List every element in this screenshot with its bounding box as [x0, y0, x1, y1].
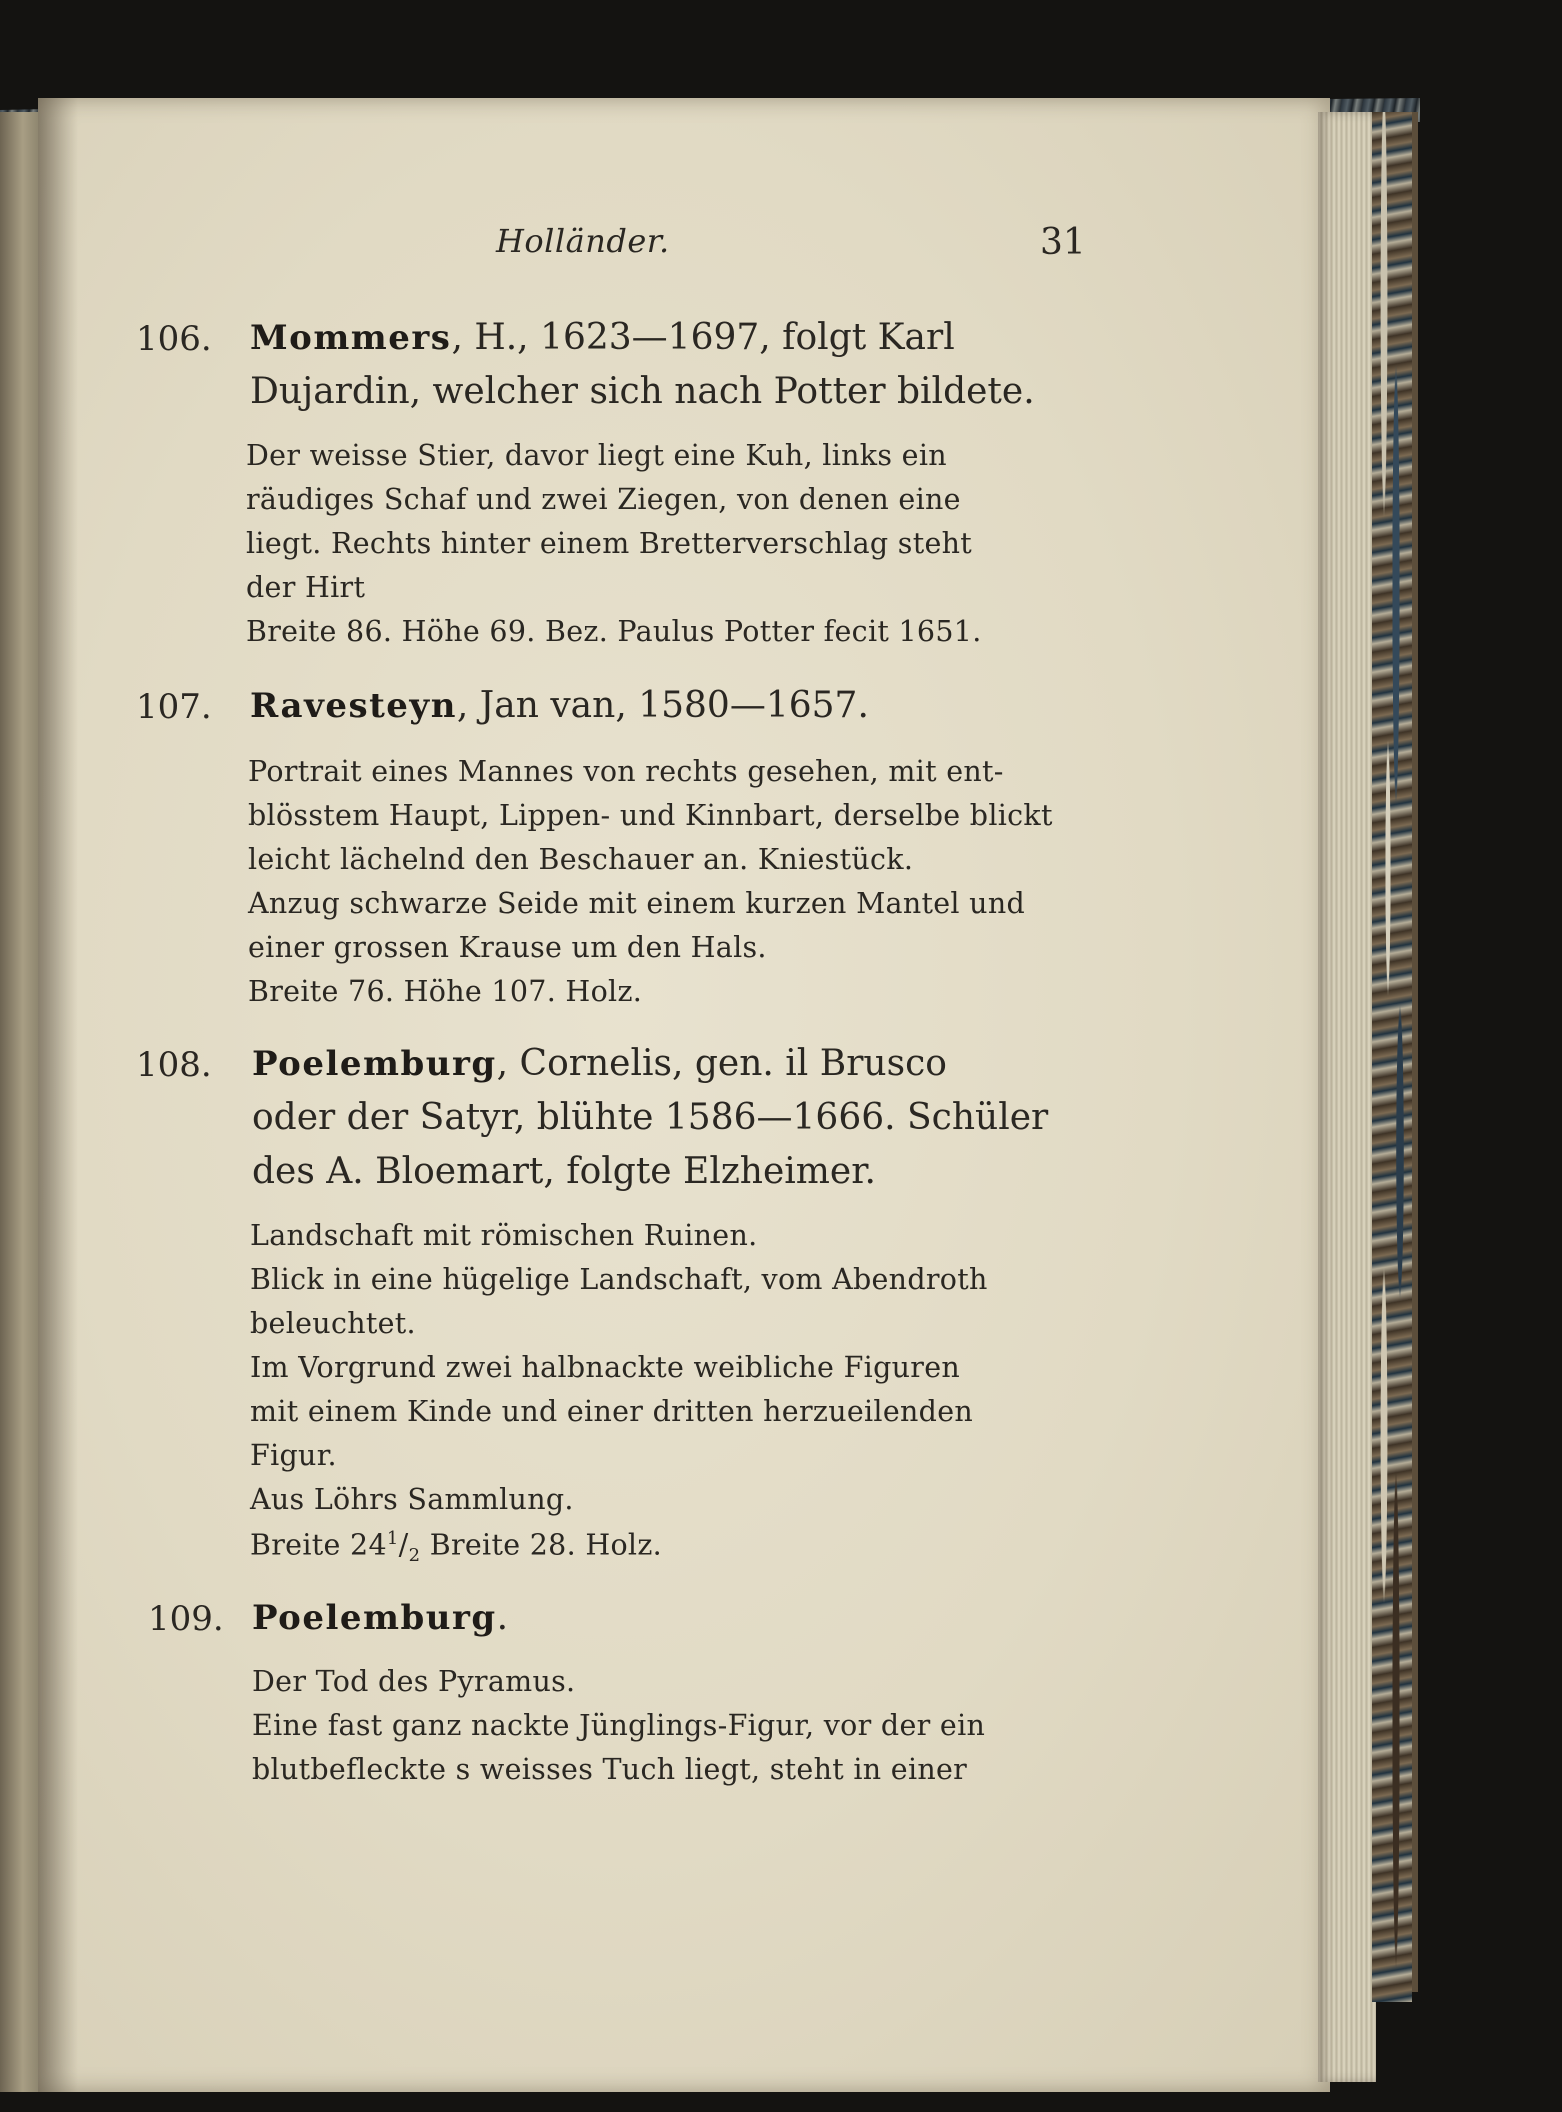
entry-body-line: mit einem Kinde und einer dritten herzueilenden — [250, 1395, 974, 1428]
entry-dimensions: Breite 86. Höhe 69. Bez. Paulus Potter fecit 1651. — [246, 615, 982, 648]
entry-body-line: Portrait eines Mannes von rechts gesehen, mit ent- — [248, 755, 1004, 788]
entry-number: 107. — [136, 687, 212, 727]
dims-suffix: Breite 28. Holz. — [420, 1528, 663, 1562]
entry-dimensions: Breite 76. Höhe 107. Holz. — [248, 975, 643, 1008]
entry-heading — [250, 685, 869, 726]
entry-heading-cont: oder der Satyr, blühte 1586—1666. Schüler — [252, 1097, 1049, 1138]
entry-heading — [250, 317, 955, 358]
fraction-numerator: 1 — [386, 1528, 399, 1549]
artist-name: Ravesteyn — [250, 686, 457, 726]
entry-heading-rest: . — [496, 1597, 509, 1638]
entry-number: 109. — [148, 1599, 224, 1639]
entry-heading-rest: , Jan van, 1580—1657. — [456, 685, 869, 726]
entry-number: 106. — [136, 319, 212, 359]
artist-name: Mommers — [250, 318, 452, 358]
entry-body-line: blösstem Haupt, Lippen- und Kinnbart, derselbe blickt — [248, 799, 1053, 832]
entry-heading — [252, 1597, 509, 1638]
entry-body-line: Anzug schwarze Seide mit einem kurzen Mantel und — [248, 887, 1026, 920]
entry-heading-rest: , H., 1623—1697, folgt Karl — [451, 317, 955, 358]
entry-body-line: Im Vorgrund zwei halbnackte weibliche Figuren — [250, 1351, 961, 1384]
entry-heading-cont: Dujardin, welcher sich nach Potter bildete. — [250, 371, 1035, 412]
cover-board-edge — [1412, 112, 1418, 1992]
entry-heading — [252, 1043, 947, 1084]
entry-number: 108. — [136, 1045, 212, 1085]
page-block-edge — [1318, 112, 1376, 2082]
fraction-denominator: 2 — [408, 1545, 421, 1567]
entry-body-line: einer grossen Krause um den Hals. — [248, 931, 767, 964]
entry-heading-cont: des A. Bloemart, folgte Elzheimer. — [252, 1151, 876, 1192]
entry-heading-rest: , Cornelis, gen. il Brusco — [496, 1043, 947, 1084]
entry-body-line: Der weisse Stier, davor liegt eine Kuh, links ein — [246, 439, 947, 472]
entry-body-line: blutbefleckte s weisses Tuch liegt, steht in einer — [252, 1753, 968, 1786]
entry-body-line: Eine fast ganz nackte Jünglings-Figur, vor der ein — [252, 1709, 986, 1742]
entry-body-line: beleuchtet. — [250, 1307, 416, 1340]
entry-body-line: Der Tod des Pyramus. — [252, 1665, 576, 1698]
entry-body-line: räudiges Schaf und zwei Ziegen, von denen eine — [246, 483, 961, 516]
entry-body-line: Blick in eine hügelige Landschaft, vom Abendroth — [250, 1263, 988, 1296]
page-number: 31 — [1040, 222, 1086, 263]
entry-body-line: der Hirt — [246, 571, 366, 604]
artist-name: Poelemburg — [252, 1044, 497, 1084]
dims-prefix: Breite 24 — [250, 1528, 387, 1562]
entry-dimensions: Breite $24^1/_2$ Breite 28. Holz. — [250, 1528, 663, 1567]
running-head: Holländer. — [496, 222, 670, 260]
facing-page-edge — [0, 112, 38, 2092]
page-gutter-shadow — [38, 98, 78, 2092]
entry-body-line: Aus Löhrs Sammlung. — [250, 1483, 574, 1516]
marbled-cover-edge — [1372, 112, 1412, 2002]
entry-body-line: Figur. — [250, 1439, 337, 1472]
entry-body-line: leicht lächelnd den Beschauer an. Kniestück. — [248, 843, 914, 876]
entry-body-line: Landschaft mit römischen Ruinen. — [250, 1219, 758, 1252]
artist-name: Poelemburg — [252, 1598, 497, 1638]
entry-body-line: liegt. Rechts hinter einem Bretterverschlag steht — [246, 527, 973, 560]
